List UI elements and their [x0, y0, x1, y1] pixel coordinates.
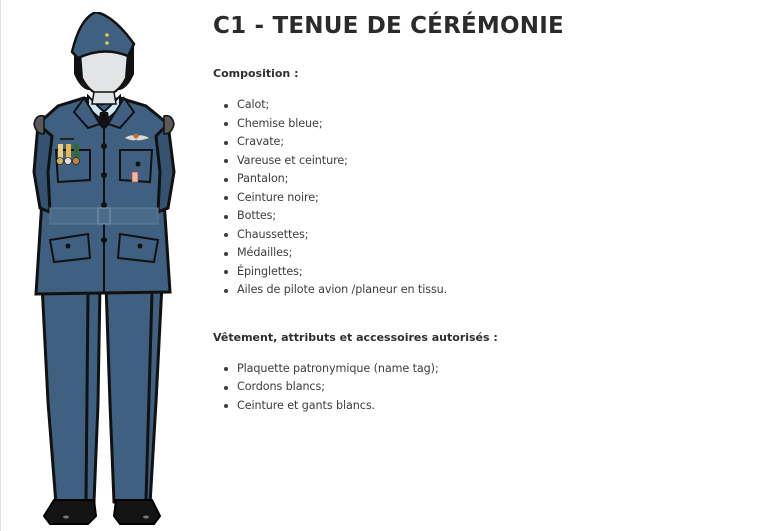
list-item: Bottes;: [237, 207, 753, 226]
composition-heading: Composition :: [213, 67, 299, 80]
authorized-heading: Vêtement, attributs et accessoires autorisés :: [213, 330, 498, 344]
list-item: Plaquette patronymique (name tag);: [237, 360, 753, 379]
list-item: Médailles;: [237, 244, 753, 263]
uniform-figure-image: [28, 12, 180, 527]
list-item: Cravate;: [237, 133, 753, 152]
authorized-list: [213, 360, 753, 416]
list-item: Vareuse et ceinture;: [237, 152, 753, 171]
page-left-border: [0, 0, 1, 531]
content-area: [213, 10, 753, 415]
page-title: C1 - TENUE DE CÉRÉMONIE: [213, 13, 564, 39]
list-item: Pantalon;: [237, 170, 753, 189]
list-item: Chemise bleue;: [237, 115, 753, 134]
list-item: Épinglettes;: [237, 263, 753, 282]
list-item: Ailes de pilote avion /planeur en tissu.: [237, 281, 753, 300]
list-item: Ceinture noire;: [237, 189, 753, 208]
list-item: Ceinture et gants blancs.: [237, 397, 753, 416]
list-item: Chaussettes;: [237, 226, 753, 245]
uniform-illustration: [28, 12, 180, 527]
composition-list: [213, 96, 753, 300]
list-item: Calot;: [237, 96, 753, 115]
list-item: Cordons blancs;: [237, 378, 753, 397]
